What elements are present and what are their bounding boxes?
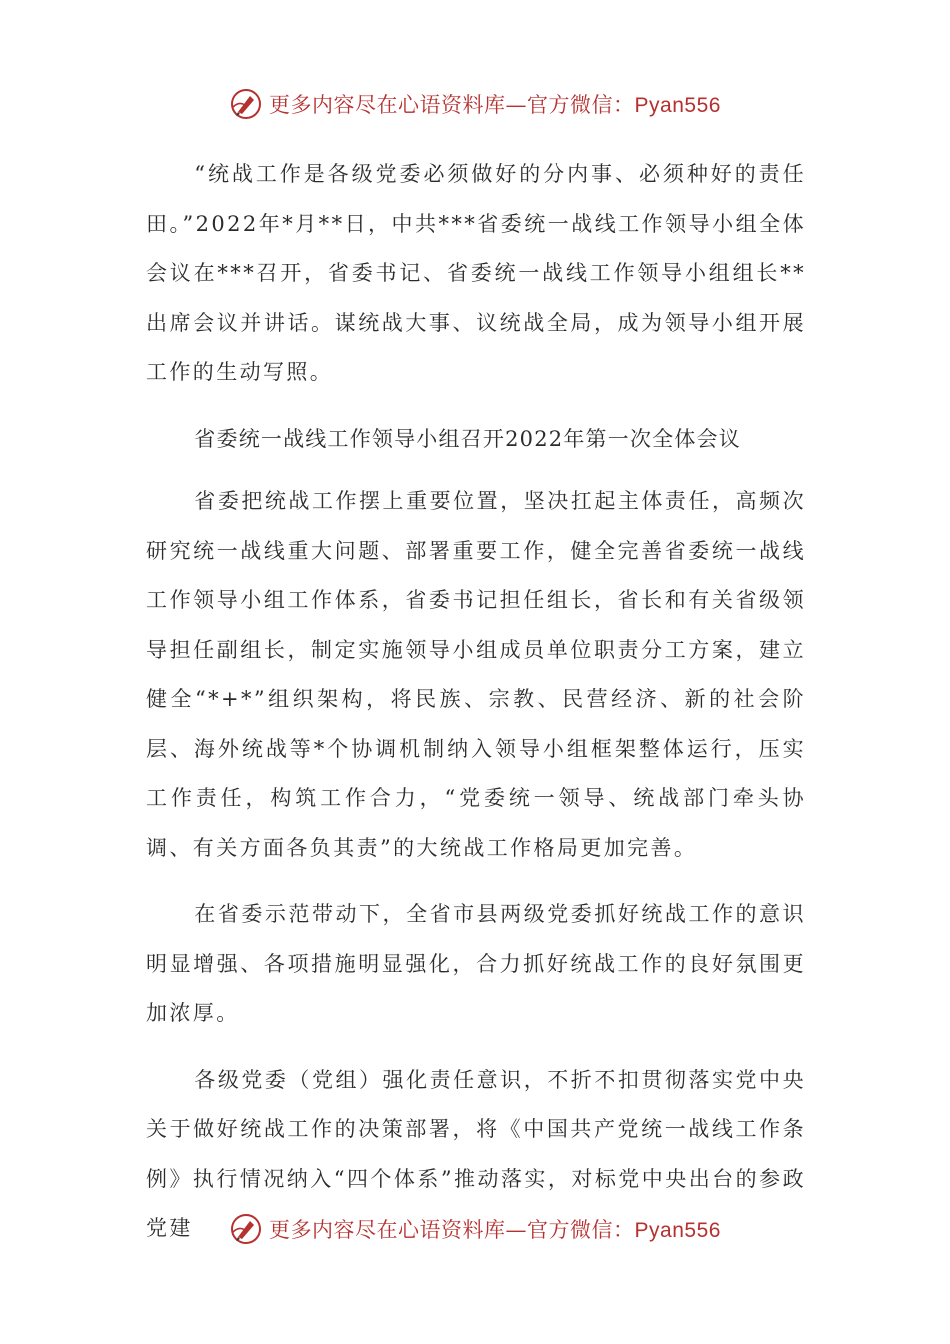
wechat-id: Pyan556	[634, 1219, 721, 1242]
banner-caption: 更多内容尽在心语资料库—官方微信：	[269, 1218, 635, 1242]
header-banner	[0, 84, 950, 124]
paragraph-intro: “统战工作是各级党委必须做好的分内事、必须种好的责任田。”2022年*月**日，中共***省委统一战线工作领导小组全体会议在***召开，省委书记、省委统一战线工作领导小组组长**出席会议并讲话。谋统战大事、议统战全局，成为领导小组开展工作的生动写照。	[146, 162, 806, 384]
banner-text	[269, 1214, 721, 1244]
pen-nib-logo-icon	[229, 1212, 263, 1246]
document-body	[146, 150, 806, 1271]
wechat-id: Pyan556	[634, 94, 721, 117]
paragraph-body-3: 各级党委（党组）强化责任意识，不折不扣贯彻落实党中央关于做好统战工作的决策部署，将《中国共产党统一战线工作条例》执行情况纳入“四个体系”推动落实，对标党中央出台的参政党建	[146, 1067, 806, 1240]
banner-caption: 更多内容尽在心语资料库—官方微信：	[269, 93, 635, 117]
paragraph-subheading: 省委统一战线工作领导小组召开2022年第一次全体会议	[194, 426, 741, 451]
pen-nib-logo-icon	[229, 87, 263, 121]
paragraph-body-1: 省委把统战工作摆上重要位置，坚决扛起主体责任，高频次研究统一战线重大问题、部署重要工作，健全完善省委统一战线工作领导小组工作体系，省委书记担任组长，省长和有关省级领导担任副组长，制定实施领导小组成员单位职责分工方案，建立健全“*+*”组织架构，将民族、宗教、民营经济、新的社会阶层、海外统战等*个协调机制纳入领导小组框架整体运行，压实工作责任，构筑工作合力，“党委统一领导、统战部门牵头协调、有关方面各负其责”的大统战工作格局更加完善。	[146, 489, 806, 860]
paragraph-body-2: 在省委示范带动下，全省市县两级党委抓好统战工作的意识明显增强、各项措施明显强化，合力抓好统战工作的良好氛围更加浓厚。	[146, 902, 806, 1025]
banner-text	[269, 89, 721, 119]
footer-banner	[0, 1209, 950, 1249]
